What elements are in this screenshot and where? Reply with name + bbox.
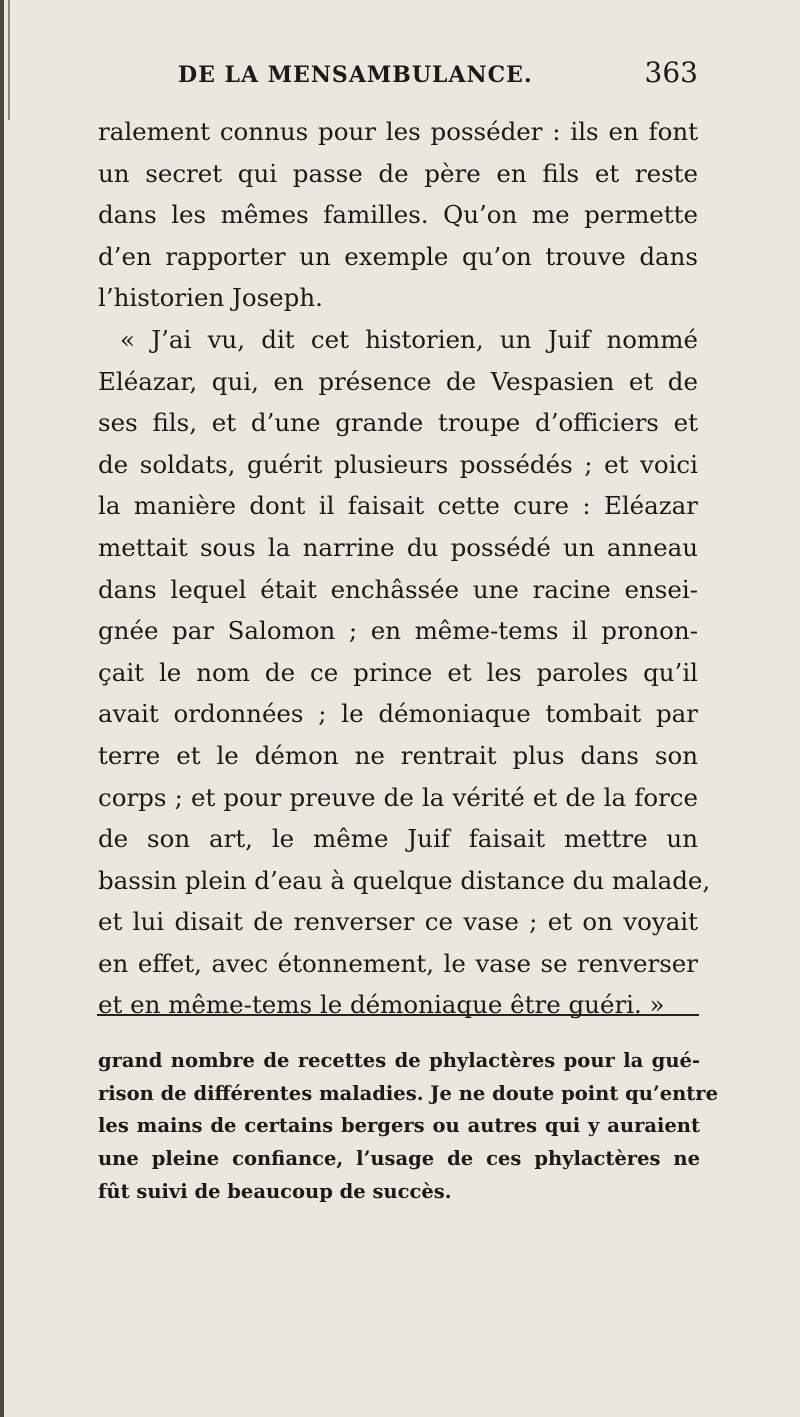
footnote-rule [97, 1014, 699, 1016]
text-line: et lui disait de renverser ce vase ; et on voyait [98, 907, 698, 937]
text-line: de son art, le même Juif faisait mettre un [98, 824, 698, 854]
footnote-line: grand nombre de recettes de phylactères pour la gué- [98, 1049, 700, 1072]
binding-edge [0, 0, 4, 1417]
text-line: ses fils, et d’une grande troupe d’officiers et [98, 408, 698, 438]
footnote-line: une pleine confiance, l’usage de ces phylactères ne [98, 1147, 700, 1171]
text-line: en effet, avec étonnement, le vase se renverser [98, 948, 698, 978]
text-line: la manière dont il faisait cette cure : Eléazar [98, 491, 698, 521]
binding-shadow [8, 0, 10, 120]
text-line: un secret qui passe de père en fils et reste [98, 158, 698, 188]
text-line: d’en rapporter un exemple qu’on trouve dans [98, 241, 698, 271]
footnote-line: rison de différentes maladies. Je ne doute point qu’entre [98, 1081, 718, 1105]
text-line: dans les mêmes familles. Qu’on me permette [98, 200, 698, 230]
text-line: avait ordonnées ; le démoniaque tombait par [98, 699, 698, 729]
text-line: Eléazar, qui, en présence de Vespasien et de [98, 366, 698, 396]
text-line: çait le nom de ce prince et les paroles qu’il [98, 657, 698, 687]
text-line: « J’ai vu, dit cet historien, un Juif nommé [120, 324, 698, 354]
text-line: corps ; et pour preuve de la vérité et de la force [98, 782, 698, 812]
main-text [98, 111, 711, 1026]
footnote-line: fût suivi de beaucoup de succès. [98, 1179, 452, 1203]
page-number: 363 [644, 56, 698, 89]
text-line: dans lequel était enchâssée une racine ensei- [98, 574, 698, 604]
text-line: gnée par Salomon ; en même-tems il pronon- [98, 616, 698, 646]
text-line: mettait sous la narrine du possédé un anneau [98, 532, 698, 562]
text-line: bassin plein d’eau à quelque distance du malade, [98, 865, 711, 895]
text-line: l’historien Joseph. [98, 283, 323, 313]
page-header [178, 56, 698, 104]
footnote-line: les mains de certains bergers ou autres qui y auraient [98, 1114, 700, 1138]
footnote [98, 1045, 718, 1208]
text-line: terre et le démon ne rentrait plus dans son [98, 740, 698, 770]
text-line: de soldats, guérit plusieurs possédés ; et voici [98, 449, 698, 479]
text-line: ralement connus pour les posséder : ils en font [98, 117, 698, 146]
text-line: et en même-tems le démoniaque être guéri. » [98, 990, 665, 1020]
running-title: DE LA MENSAMBULANCE. [178, 62, 533, 88]
